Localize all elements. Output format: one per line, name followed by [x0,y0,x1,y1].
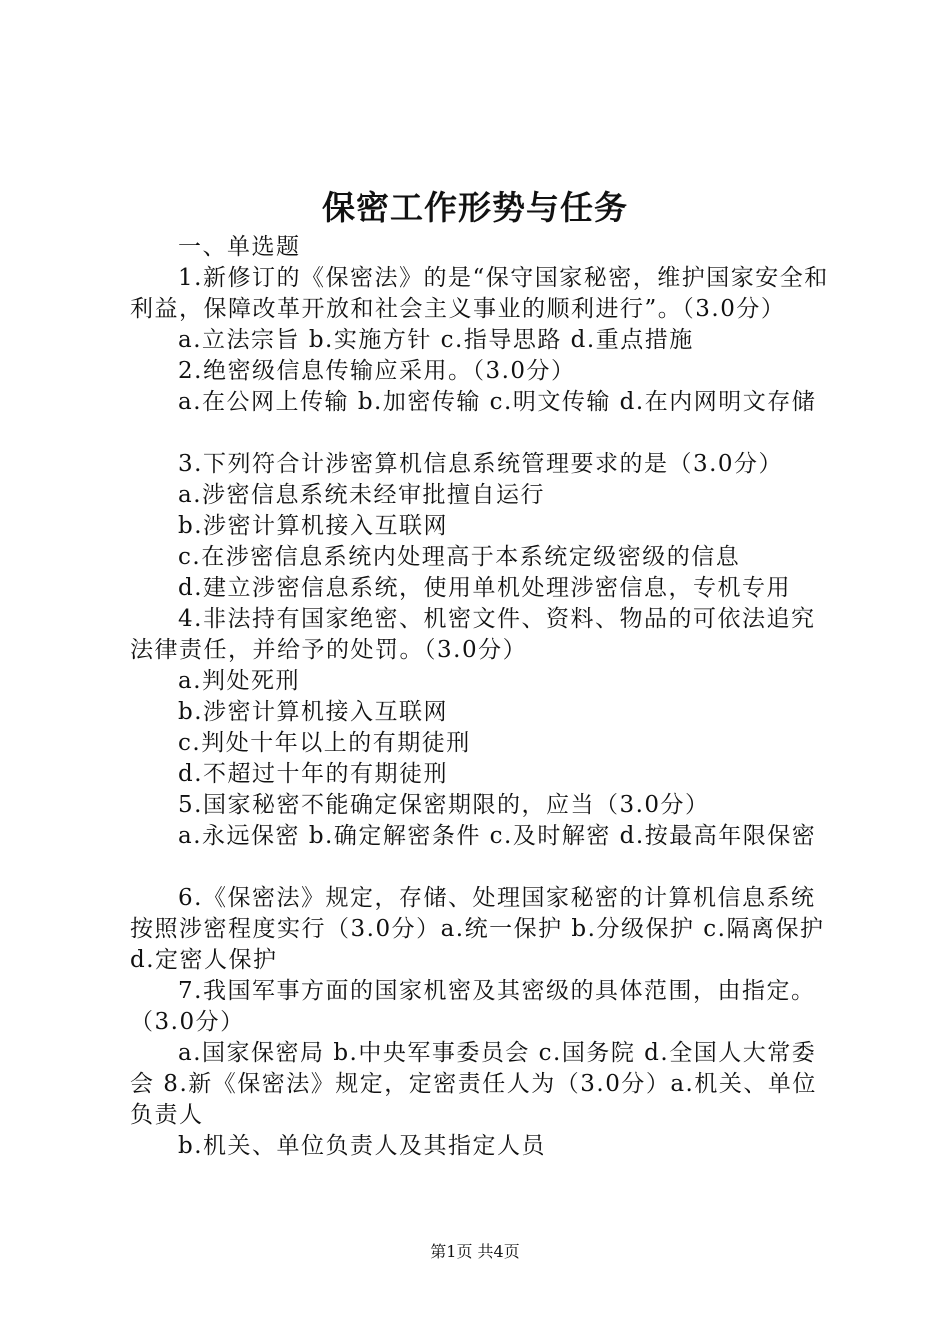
question-2-options: a.在公网上传输 b.加密传输 c.明文传输 d.在内网明文存储 [178,389,817,415]
question-2-stem: 2.绝密级信息传输应采用。（3.0分） [178,358,576,384]
question-3-option-b: b.涉密计算机接入互联网 [178,513,449,539]
question-1-options: a.立法宗旨 b.实施方针 c.指导思路 d.重点措施 [178,327,694,353]
document-title: 保密工作形势与任务 [322,188,628,227]
question-3-option-c: c.在涉密信息系统内处理高于本系统定级密级的信息 [178,544,741,570]
spacer [130,418,835,449]
question-3-option-a: a.涉密信息系统未经审批擅自运行 [178,482,546,508]
question-4-option-a: a.判处死刑 [178,668,301,694]
question-7-8: a.国家保密局 b.中央军事委员会 c.国务院 d.全国人大常委会 8.新《保密法》规定，定密责任人为（3.0分）a.机关、单位负责人 [130,1040,817,1128]
question-5-stem: 5.国家秘密不能确定保密期限的，应当（3.0分） [178,792,710,818]
document-body [130,232,835,1162]
section-heading: 一、单选题 [178,234,301,260]
spacer [130,852,835,883]
question-3-option-d: d.建立涉密信息系统，使用单机处理涉密信息，专机专用 [178,575,792,601]
question-3-stem: 3.下列符合计涉密算机信息系统管理要求的是（3.0分） [178,451,784,477]
question-5-options: a.永远保密 b.确定解密条件 c.及时解密 d.按最高年限保密 [178,823,817,849]
question-4-option-c: c.判处十年以上的有期徒刑 [178,730,471,756]
page-number: 第1页 共4页 [430,1242,520,1261]
question-6: 6.《保密法》规定，存储、处理国家秘密的计算机信息系统按照涉密程度实行（3.0分）a.统一保护 b.分级保护 c.隔离保护 d.定密人保护 [130,885,825,973]
question-8-option-b: b.机关、单位负责人及其指定人员 [178,1133,547,1159]
question-1-stem: 1.新修订的《保密法》的是“保守国家秘密，维护国家安全和利益，保障改革开放和社会主义事业的顺利进行”。（3.0分） [130,265,829,322]
question-7-stem: 7.我国军事方面的国家机密及其密级的具体范围，由指定。（3.0分） [130,978,816,1035]
question-4-stem: 4.非法持有国家绝密、机密文件、资料、物品的可依法追究法律责任，并给予的处罚。（3.0分） [130,606,816,663]
question-4-option-b: b.涉密计算机接入互联网 [178,699,449,725]
question-4-option-d: d.不超过十年的有期徒刑 [178,761,449,787]
